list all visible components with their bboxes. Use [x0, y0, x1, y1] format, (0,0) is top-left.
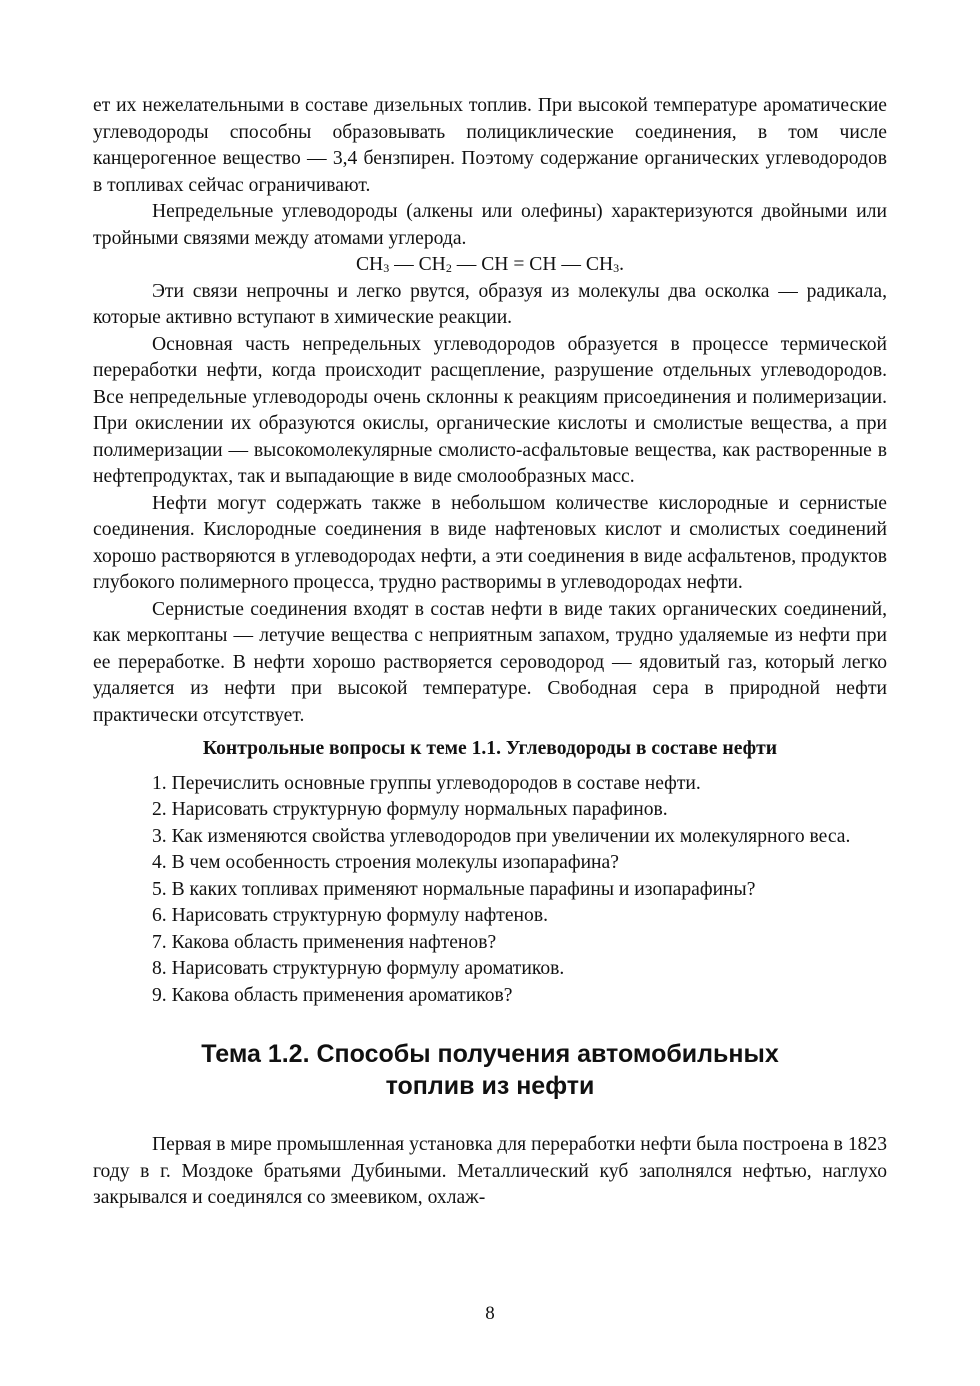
question-item: 9. Какова область применения ароматиков?	[152, 984, 513, 1006]
page-number: 8	[485, 1303, 495, 1324]
question-item: 6. Нарисовать структурную формулу нафтенов.	[152, 905, 548, 926]
question-item: 8. Нарисовать структурную формулу ароматиков.	[152, 958, 565, 979]
body-paragraph: Основная часть непредельных углеводородов образуется в процессе термической переработки нефти, когда происходит расщепление, разрушение отдельных углеводородов. Все непредельные углеводороды очень склонны к реакциям присоединения и полимеризации. При окислении их образуются окислы, органические кислоты и смолистые вещества, а при полимеризации — высокомолекулярные смолисто-асфальтовые вещества, как растворенные в нефтепродуктах, так и выпадающие в виде смолообразных масс.	[93, 333, 887, 487]
formula-sub: 3	[613, 261, 620, 275]
question-item: 2. Нарисовать структурную формулу нормальных парафинов.	[152, 799, 668, 820]
body-paragraph: Нефти могут содержать также в небольшом количестве кислородные и сернистые соединения. Кислородные соединения в виде нафтеновых кислот и смолистых соединений хорошо растворяются в углеводородах нефти, а эти соединения в виде асфальтенов, продуктов глубокого полимерного процесса, трудно растворимы в углеводородах нефти.	[93, 492, 887, 593]
question-item: 4. В чем особенность строения молекулы изопарафина?	[152, 852, 619, 873]
formula-end: .	[619, 254, 625, 275]
body-paragraph: Непредельные углеводороды (алкены или олефины) характеризуются двойными или тройными связями между атомами углерода.	[93, 201, 887, 249]
topic-heading-line: топлив из нефти	[385, 1072, 595, 1100]
formula-ch: CH	[355, 254, 384, 275]
question-item: 1. Перечислить основные группы углеводородов в составе нефти.	[152, 772, 701, 794]
body-paragraph: ет их нежелательными в составе дизельных топлив. При высокой температуре ароматические углеводороды способны образовывать полициклические соединения, в том числе канцерогенное вещество — 3,4 бензпирен. Поэтому содержание органических углеводородов в топливах сейчас ограничивают.	[93, 95, 887, 196]
chemical-formula	[93, 252, 887, 279]
question-item: 5. В каких топливах применяют нормальные парафины и изопарафины?	[152, 878, 756, 900]
body-paragraph: Первая в мире промышленная установка для переработки нефти была построена в 1823 году в г. Моздоке братьями Дубиными. Металлический куб заполнялся нефтью, наглухо закрывался и соединялся со змеевиком, охлаж-	[93, 1134, 888, 1208]
topic-heading-line: Тема 1.2. Способы получения автомобильных	[201, 1040, 779, 1068]
topic-heading	[93, 1038, 887, 1102]
body-paragraph: Эти связи непрочны и легко рвутся, образуя из молекулы два осколка — радикала, которые активно вступают в химические реакции.	[93, 280, 887, 328]
formula-part: — CH = CH — CH	[451, 254, 614, 275]
page-content	[93, 93, 887, 1212]
question-item: 7. Какова область применения нафтенов?	[152, 931, 497, 953]
formula-sub: 3	[383, 261, 390, 275]
formula-sub: 2	[445, 261, 452, 275]
formula-part: — CH	[389, 254, 446, 275]
control-questions-heading: Контрольные вопросы к теме 1.1. Углеводороды в составе нефти	[202, 738, 778, 759]
question-item: 3. Как изменяются свойства углеводородов при увеличении их молекулярного веса.	[152, 825, 851, 847]
body-paragraph: Сернистые соединения входят в состав нефти в виде таких органических соединений, как меркоптаны — летучие вещества с неприятным запахом, трудно удаляемые из нефти при ее переработке. В нефти хорошо растворяется сероводород — ядовитый газ, который легко удаляется из нефти при высокой температуре. Свободная сера в природной нефти практически отсутствует.	[93, 598, 887, 726]
